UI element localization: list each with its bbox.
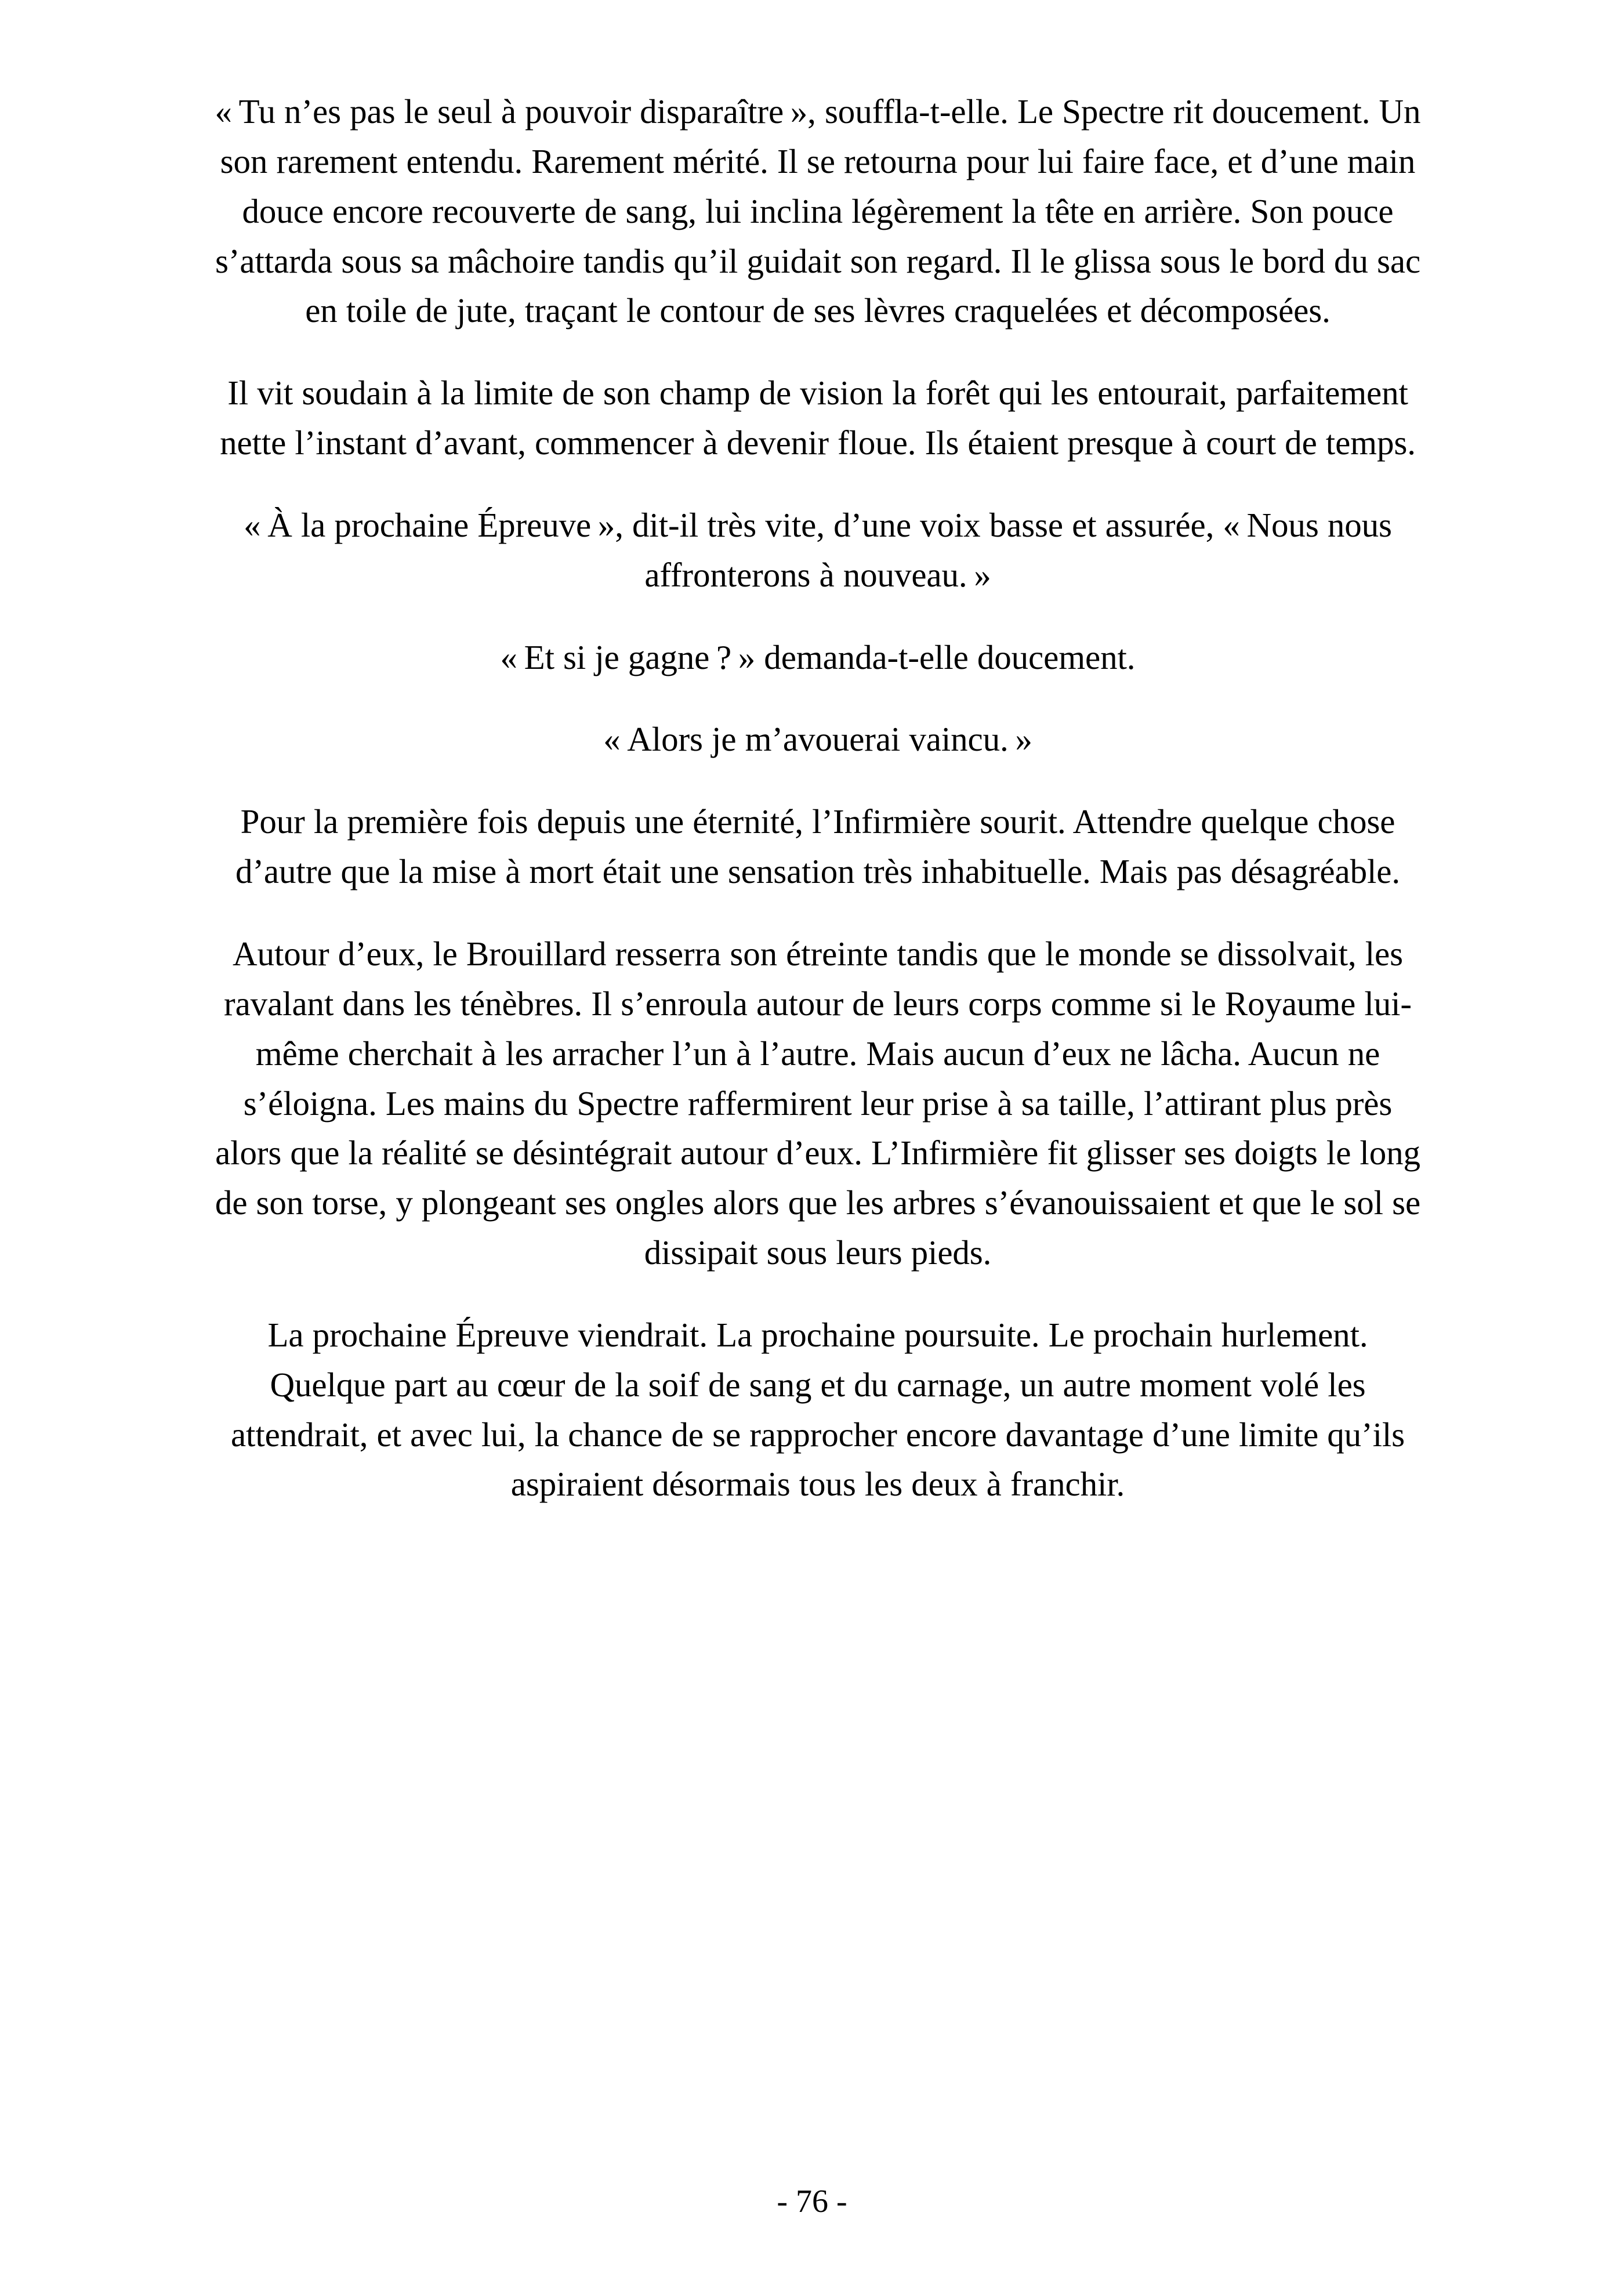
body-text-column	[209, 87, 1427, 1509]
paragraph: « Tu n’es pas le seul à pouvoir disparaître », souffla-t-elle. Le Spectre rit doucement. Un son rarement entendu. Rarement mérité. Il se retourna pour lui faire face, et d’une main douce encore recouverte de sang, lui inclina légèrement la tête en arrière. Son pouce s’attarda sous sa mâchoire tandis qu’il guidait son regard. Il le glissa sous le bord du sac en toile de jute, traçant le contour de ses lèvres craquelées et décomposées.	[215, 92, 1421, 330]
paragraph: « Et si je gagne ? » demanda-t-elle doucement.	[500, 638, 1136, 676]
paragraph: « À la prochaine Épreuve », dit-il très vite, d’une voix basse et assurée, « Nous nous affronterons à nouveau. »	[244, 505, 1392, 594]
paragraph: Autour d’eux, le Brouillard resserra son étreinte tandis que le monde se dissolvait, les ravalant dans les ténèbres. Il s’enroula autour de leurs corps comme si le Royaume lui-même cherchait à les arracher l’un à l’autre. Mais aucun d’eux ne lâcha. Aucun ne s’éloigna. Les mains du Spectre raffermirent leur prise à sa taille, l’attirant plus près alors que la réalité se désintégrait autour d’eux. L’Infirmière fit glisser ses doigts le long de son torse, y plongeant ses ongles alors que les arbres s’évanouissaient et que le sol se dissipait sous leurs pieds.	[215, 934, 1421, 1272]
page-number: - 76 -	[777, 2184, 847, 2219]
paragraph: « Alors je m’avouerai vaincu. »	[603, 720, 1032, 759]
paragraph: La prochaine Épreuve viendrait. La prochaine poursuite. Le prochain hurlement. Quelque part au cœur de la soif de sang et du carnage, un autre moment volé les attendrait, et avec lui, la chance de se rapprocher encore davantage d’une limite qu’ils aspiraient désormais tous les deux à franchir.	[230, 1315, 1405, 1504]
paragraph: Pour la première fois depuis une éternité, l’Infirmière sourit. Attendre quelque chose d’autre que la mise à mort était une sensation très inhabituelle. Mais pas désagréable.	[235, 802, 1401, 891]
paragraph: Il vit soudain à la limite de son champ de vision la forêt qui les entourait, parfaitement nette l’instant d’avant, commencer à devenir floue. Ils étaient presque à court de temps.	[220, 374, 1416, 462]
